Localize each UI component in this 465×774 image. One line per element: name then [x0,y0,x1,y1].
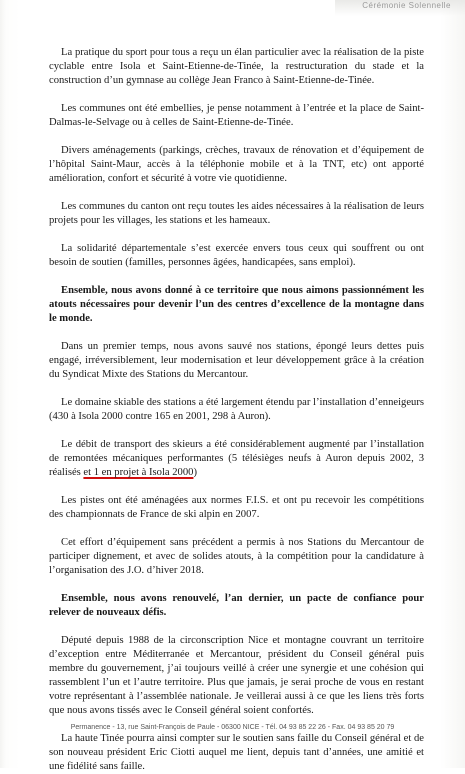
paragraph-haute-tinee: La haute Tinée pourra ainsi compter sur le soutien sans faille du Conseil général et de son nouveau président Eric Ciotti auquel me lient, depuis tant d’années, une amitié et une fidélité sans faille. [49,733,424,772]
paragraph-stations-sauvees: Dans un premier temps, nous avons sauvé nos stations, épongé leurs dettes puis engagé, irréversiblement, leur modernisation et leur développement grâce à la création du Syndicat Mixte des Stations du Mercantour. [49,341,424,380]
corner-text: Cérémonie Solennelle [362,1,451,10]
debit-text-end: ) [193,467,197,478]
letter-body [49,46,424,774]
paragraph-ensemble-atouts: Ensemble, nous avons donné à ce territoire que nous aimons passionnément les atouts nécessaires pour devenir l’un des centres d’excellence de la montagne dans le monde. [49,285,424,324]
debit-text-start: Le débit de transport des skieurs a été considérablement augmenté par l’installation de remontées mécaniques performantes (5 télésièges neufs à Auron depuis 2002, 3 réalisés [49,439,424,478]
paragraph-communes-embellies: Les communes ont été embellies, je pense notamment à l’entrée et la place de Saint-Dalmas-le-Selvage ou à celles de Saint-Etienne-de-Tinée. [49,103,424,128]
paragraph-sport: La pratique du sport pour tous a reçu un élan particulier avec la réalisation de la piste cyclable entre Isola et Saint-Etienne-de-Tinée, la restructuration du stade et la construction d’un gymnase au collège Jean Franco à Saint-Etienne-de-Tinée. [49,47,424,86]
folded-corner-shadow [335,0,465,16]
footer-address: Permanence - 13, rue Saint-François de Paule - 06300 NICE - Tél. 04 93 85 22 26 - Fax. 04 93 85 20 79 [70,724,395,731]
paragraph-debit-transport [49,438,424,480]
paragraph-jo-2018: Cet effort d’équipement sans précédent a permis à nos Stations du Mercantour de participer dignement, et avec de solides atouts, à la compétition pour la candidature à l’organisation des J.O. d’hiver 2018. [49,537,424,576]
paragraph-depute: Député depuis 1988 de la circonscription Nice et montagne couvrant un territoire d’exception entre Méditerranée et Mercantour, président du Conseil général puis membre du gouvernement, j’ai toujours veillé à créer une synergie et une cohésion qui rassemblent l’un et l’autre territoire. Plus que jamais, je serai proche de vous en restant votre représentant à l’assemblée nationale. Je veillerai aussi à ce que les liens très forts que nous avons tissés avec le Conseil général soient confortés. [49,635,424,716]
paragraph-domaine-skiable: Le domaine skiable des stations a été largement étendu par l’installation d’enneigeurs (430 à Isola 2000 contre 165 en 2001, 298 à Auron). [49,397,424,422]
paragraph-ensemble-pacte: Ensemble, nous avons renouvelé, l’an dernier, un pacte de confiance pour relever de nouveaux défis. [49,593,424,618]
paragraph-pistes-fis: Les pistes ont été aménagées aux normes F.I.S. et ont pu recevoir les compétitions des championnats de France de ski alpin en 2007. [49,495,424,520]
paragraph-amenagements: Divers aménagements (parkings, crèches, travaux de rénovation et d’équipement de l’hôpital Saint-Maur, accès à la téléphonie mobile et à la TNT, etc) ont apporté amélioration, confort et sécurité à votre vie quotidienne. [49,145,424,184]
paragraph-aides-communes: Les communes du canton ont reçu toutes les aides nécessaires à la réalisation de leurs projets pour les villages, les stations et les hameaux. [49,201,424,226]
paragraph-solidarite: La solidarité départementale s’est exercée envers tous ceux qui souffrent ou ont besoin de soutien (familles, personnes âgées, handicapées, sans emploi). [49,243,424,268]
underlined-isola-project: et 1 en projet à Isola 2000 [83,467,194,478]
